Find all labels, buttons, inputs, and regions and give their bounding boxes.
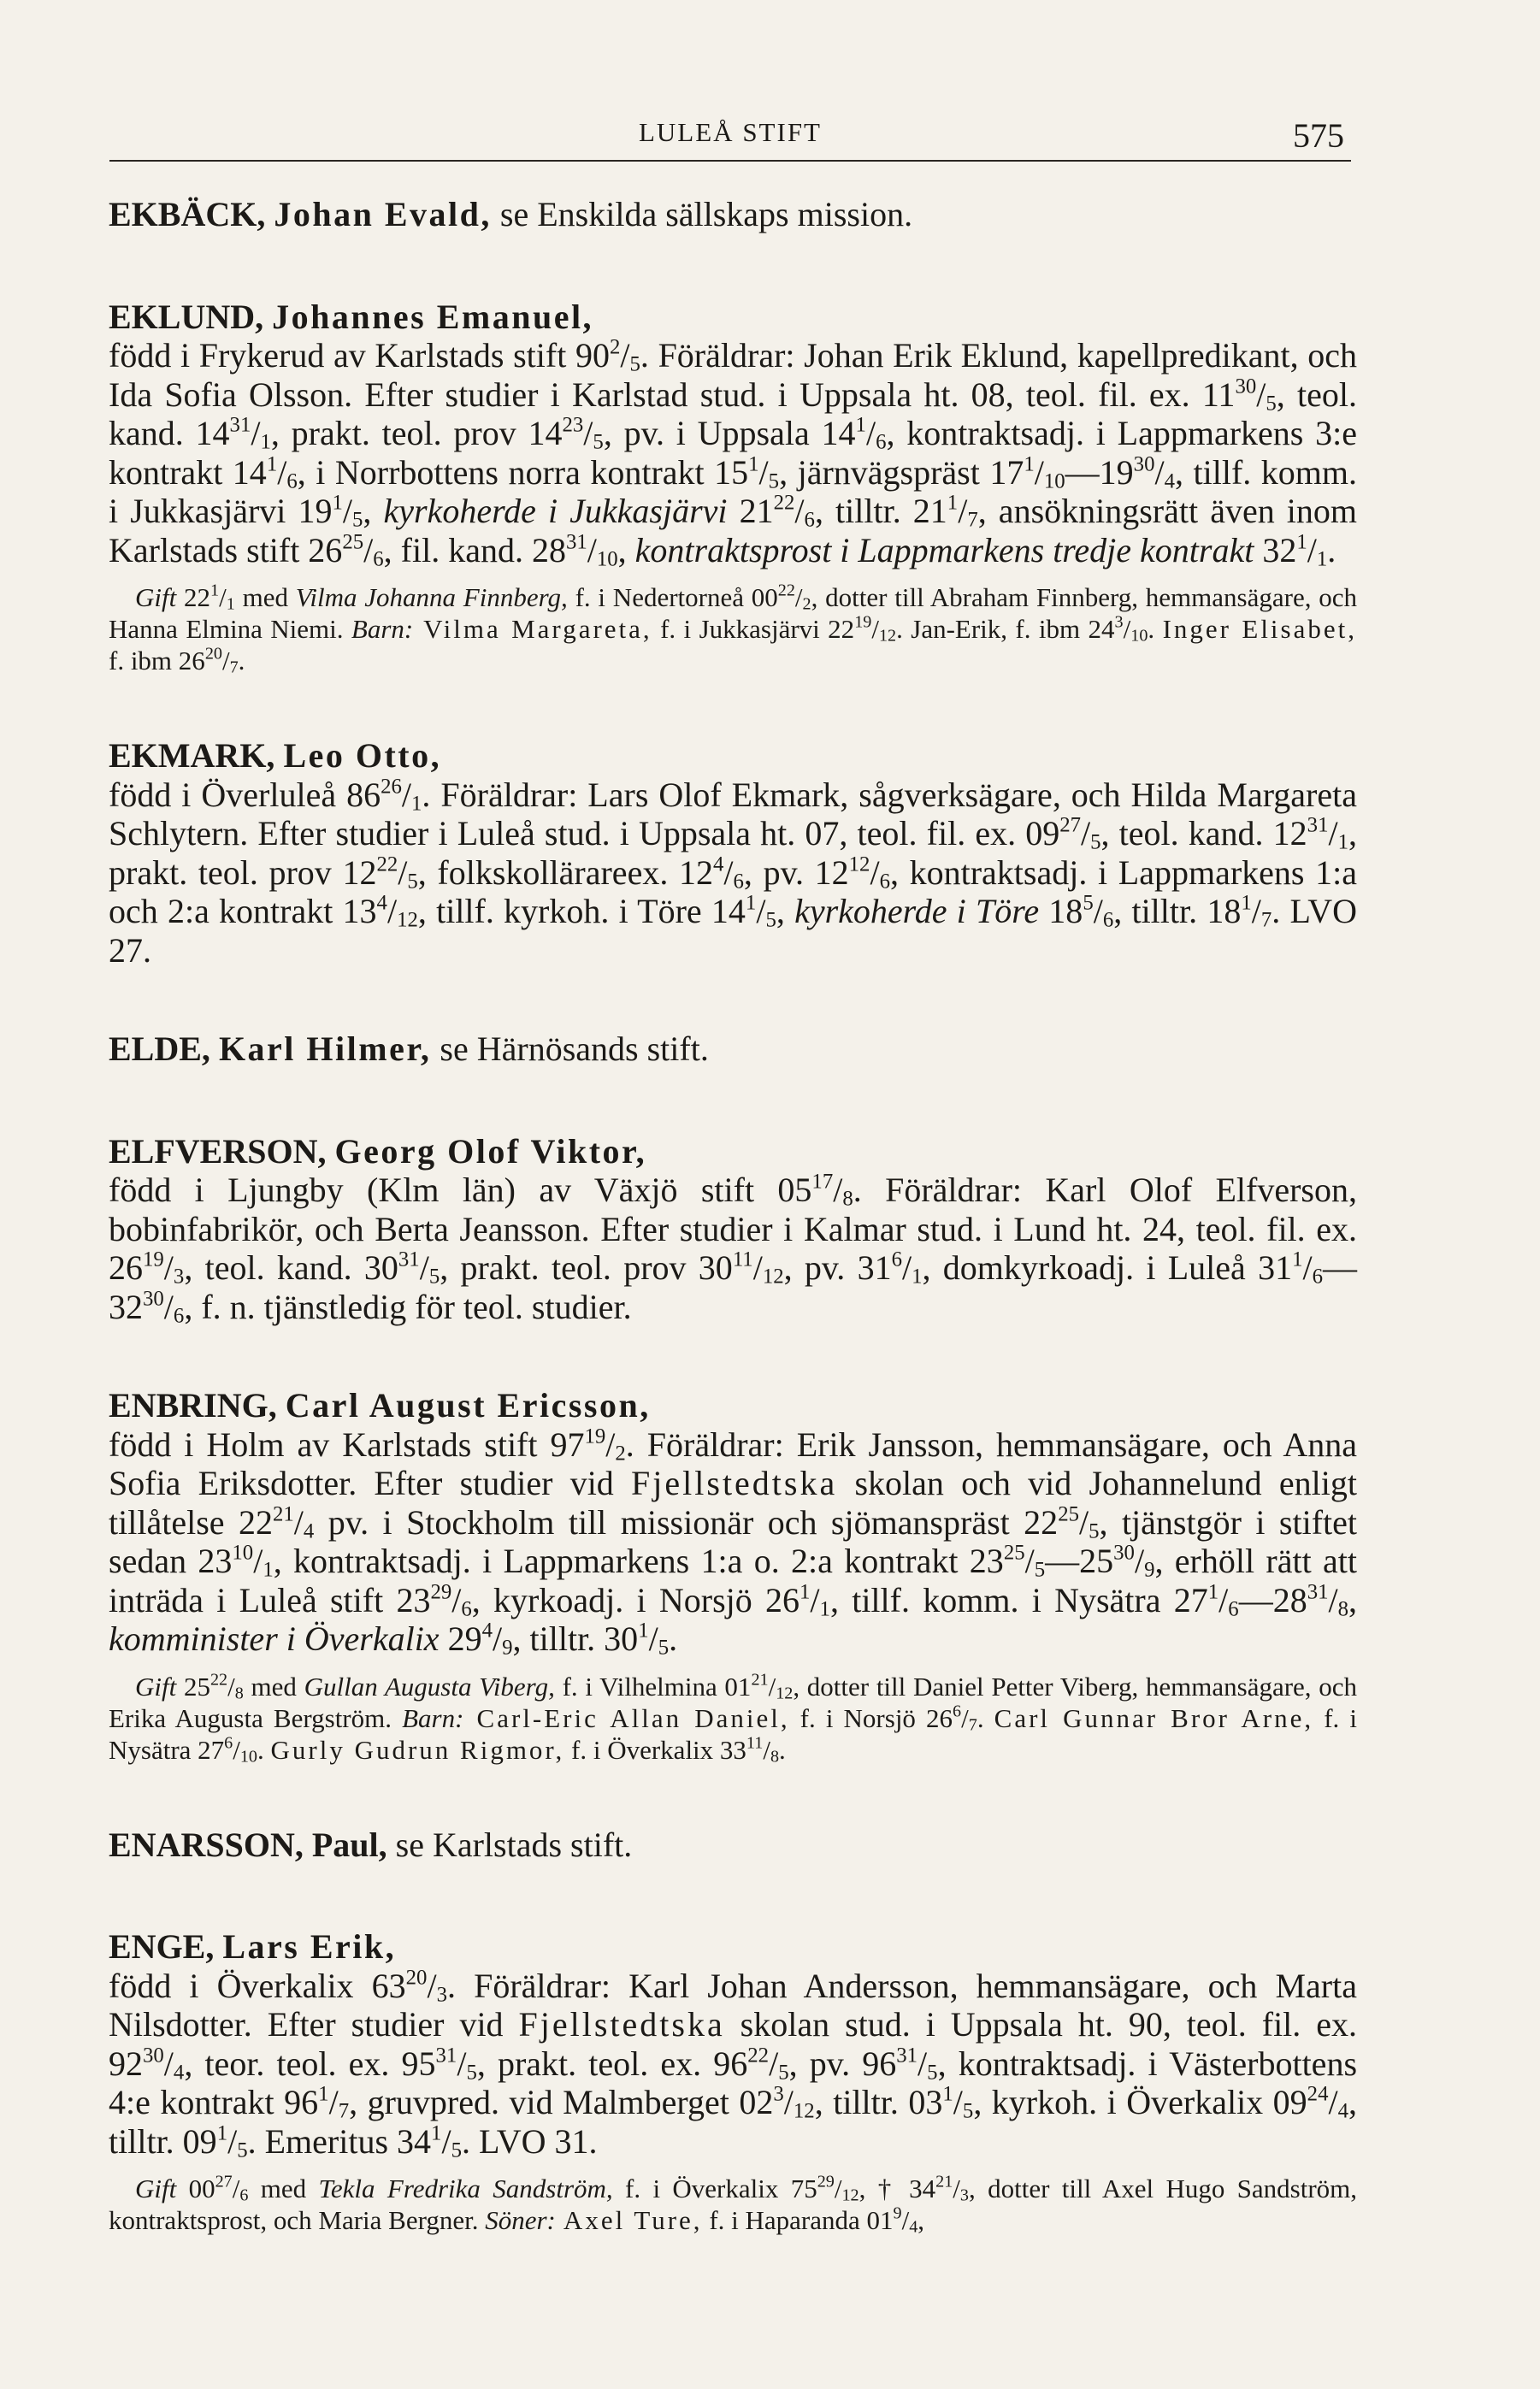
entry-enarsson — [109, 1826, 1357, 1865]
entries-column — [109, 195, 1357, 2236]
entry-ekmark — [109, 736, 1357, 970]
header-rule — [109, 160, 1351, 162]
entry-given-names: Carl August Ericsson, — [285, 1386, 651, 1425]
cross-reference: se Enskilda sällskaps mission. — [499, 195, 913, 233]
cross-reference: se Karlstads stift. — [395, 1825, 633, 1864]
entry-given-names: Leo Otto, — [283, 736, 442, 775]
entry-given-names: Johan Evald, — [274, 195, 492, 233]
family-note: Gift $00^{27}/_6$ med Tekla Fredrika Sandström, f. i Överkalix $75^{29}/_{12}$, † $34^{21}/_3$, dotter till Axel Hugo Sandström, kontraktsprost, och Maria Bergner. Söner: Axel Ture, f. i Haparanda $01^9/_4$, — [109, 2172, 1358, 2237]
entry-surname: ELDE, — [109, 1029, 210, 1068]
entry-given-names: Karl Hilmer, — [218, 1029, 432, 1068]
entry-elfverson — [109, 1132, 1357, 1327]
cross-reference: se Härnösands stift. — [440, 1029, 709, 1068]
biography-text: ENGE, Lars Erik, född i Överkalix $63^{20}/_3$. Föräldrar: Karl Johan Andersson, hemmansägare, och Marta Nilsdotter. Efter studier vid Fjellstedtska skolan stud. i Uppsala ht. 90, teol. fil. ex. $92^{30}/_4$, teor. teol. ex. $95^{31}/_5$, prakt. teol. ex. $96^{22}/_5$, pv. $96^{31}/_5$, kontraktsadj. i Västerbottens 4:e kontrakt $96^1/_7$, gruvpred. vid Malmberget $02^3/_{12}$, tilltr. $03^1/_5$, kyrkoh. i Överkalix $09^{24}/_4$, tilltr. $09^1/_5$. Emeritus $34^1/_5$. LVO 31. — [109, 1927, 1358, 2162]
entry-given-names: Lars Erik, — [222, 1927, 397, 1966]
entry-surname: ENARSSON, Paul, — [109, 1825, 387, 1864]
entry-eklund — [109, 298, 1357, 677]
entry-surname: EKMARK, — [109, 736, 275, 775]
biography-text: ELFVERSON, Georg Olof Viktor, född i Ljungby (Klm län) av Växjö stift $05^{17}/_8$. Föräldrar: Karl Olof Elfverson, bobinfabrikör, och Berta Jeansson. Efter studier i Kalmar stud. i Lund ht. 24, teol. fil. ex. $26^{19}/_3$, teol. kand. $30^{31}/_5$, prakt. teol. prov $30^{11}/_{12}$, pv. $31^6/_1$, domkyrkoadj. i Luleå $31^1/_6—32^{30}/_6$, f. n. tjänstledig för teol. studier. — [109, 1131, 1358, 1327]
family-note: Gift $22^1/_1$ med Vilma Johanna Finnberg, f. i Nedertorneå $00^{22}/_2$, dotter till Abraham Finnberg, hemmansägare, och Hanna Elmina Niemi. Barn: Vilma Margareta, f. i Jukkasjärvi $22^{19}/_{12}$. Jan-Erik, f. ibm $24^3/_{10}$. Inger Elisabet, f. ibm $26^{20}/_7$. — [109, 581, 1357, 677]
entry-given-names: Georg Olof Viktor, — [334, 1131, 647, 1171]
entry-given-names: Johannes Emanuel, — [272, 297, 594, 336]
biography-text: ENBRING, Carl August Ericsson, född i Holm av Karlstads stift $97^{19}/_2$. Föräldrar: Erik Jansson, hemmansägare, och Anna Sofia Eriksdotter. Efter studier vid Fjellstedtska skolan och vid Johannelund enligt tillåtelse $22^{21}/_4$ pv. i Stockholm till missionär och sjömanspräst $22^{25}/_5$, tjänstgör i stiftet sedan $23^{10}/_1$, kontraktsadj. i Lappmarkens 1:a o. 2:a kontrakt $23^{25}/_5—25^{30}/_9$, erhöll rätt att inträda i Luleå stift $23^{29}/_6$, kyrkoadj. i Norsjö $26^1/_1$, tillf. komm. i Nysätra $27^1/_6—28^{31}/_8$, komminister i Överkalix $29^4/_9$, tilltr. $30^1/_5$. — [109, 1386, 1358, 1660]
running-title: LULEÅ STIFT — [638, 117, 822, 147]
biography-text: EKLUND, Johannes Emanuel, född i Frykerud av Karlstads stift $90^2/_5$. Föräldrar: Johan Erik Eklund, kapellpredikant, och Ida Sofia Olsson. Efter studier i Karlstad stud. i Uppsala ht. 08, teol. fil. ex. $11^{30}/_5$, teol. kand. $14^{31}/_1$, prakt. teol. prov $14^{23}/_5$, pv. i Uppsala $14^1/_6$, kontraktsadj. i Lappmarkens 3:e kontrakt $14^1/_6$, i Norrbottens norra kontrakt $15^1/_5$, järnvägspräst $17^1/_{10}—19^{30}/_4$, tillf. komm. i Jukkasjärvi $19^1/_5$, kyrkoherde i Jukkasjärvi $21^{22}/_6$, tilltr. $21^1/_7$, ansökningsrätt även inom Karlstads stift $26^{25}/_6$, fil. kand. $28^{31}/_{10}$, kontraktsprost i Lappmarkens tredje kontrakt $32^1/_1$. — [109, 297, 1357, 570]
entry-enge — [109, 1927, 1357, 2236]
entry-surname: EKLUND, — [109, 297, 264, 336]
entry-elde — [109, 1029, 1357, 1069]
family-note: Gift $25^{22}/_8$ med Gullan Augusta Viberg, f. i Vilhelmina $01^{21}/_{12}$, dotter till Daniel Petter Viberg, hemmansägare, och Erika Augusta Bergström. Barn: Carl-Eric Allan Daniel, f. i Norsjö $26^6/_7$. Carl Gunnar Bror Arne, f. i Nysätra $27^6/_{10}$. Gurly Gudrun Rigmor, f. i Överkalix $33^{11}/_8$. — [109, 1670, 1358, 1767]
page-number: 575 — [1293, 116, 1344, 155]
biography-text: EKMARK, Leo Otto, född i Överluleå $86^{26}/_1$. Föräldrar: Lars Olof Ekmark, sågverksägare, och Hilda Margareta Schlytern. Efter studier i Luleå stud. i Uppsala ht. 07, teol. fil. ex. $09^{27}/_5$, teol. kand. $12^{31}/_1$, prakt. teol. prov $12^{22}/_5$, folkskollärareex. $12^4/_6$, pv. $12^{12}/_6$, kontraktsadj. i Lappmarkens 1:a och 2:a kontrakt $13^4/_{12}$, tillf. kyrkoh. i Töre $14^1/_5$, kyrkoherde i Töre $18^5/_6$, tilltr. $18^1/_7$. LVO 27. — [109, 736, 1358, 970]
entry-surname: EKBÄCK, — [109, 195, 266, 233]
running-header — [109, 115, 1351, 167]
entry-surname: ENBRING, — [109, 1386, 277, 1425]
entry-surname: ENGE, — [109, 1927, 215, 1966]
entry-enbring — [109, 1386, 1357, 1766]
entry-surname: ELFVERSON, — [109, 1131, 327, 1171]
entry-ekback — [109, 195, 1357, 234]
